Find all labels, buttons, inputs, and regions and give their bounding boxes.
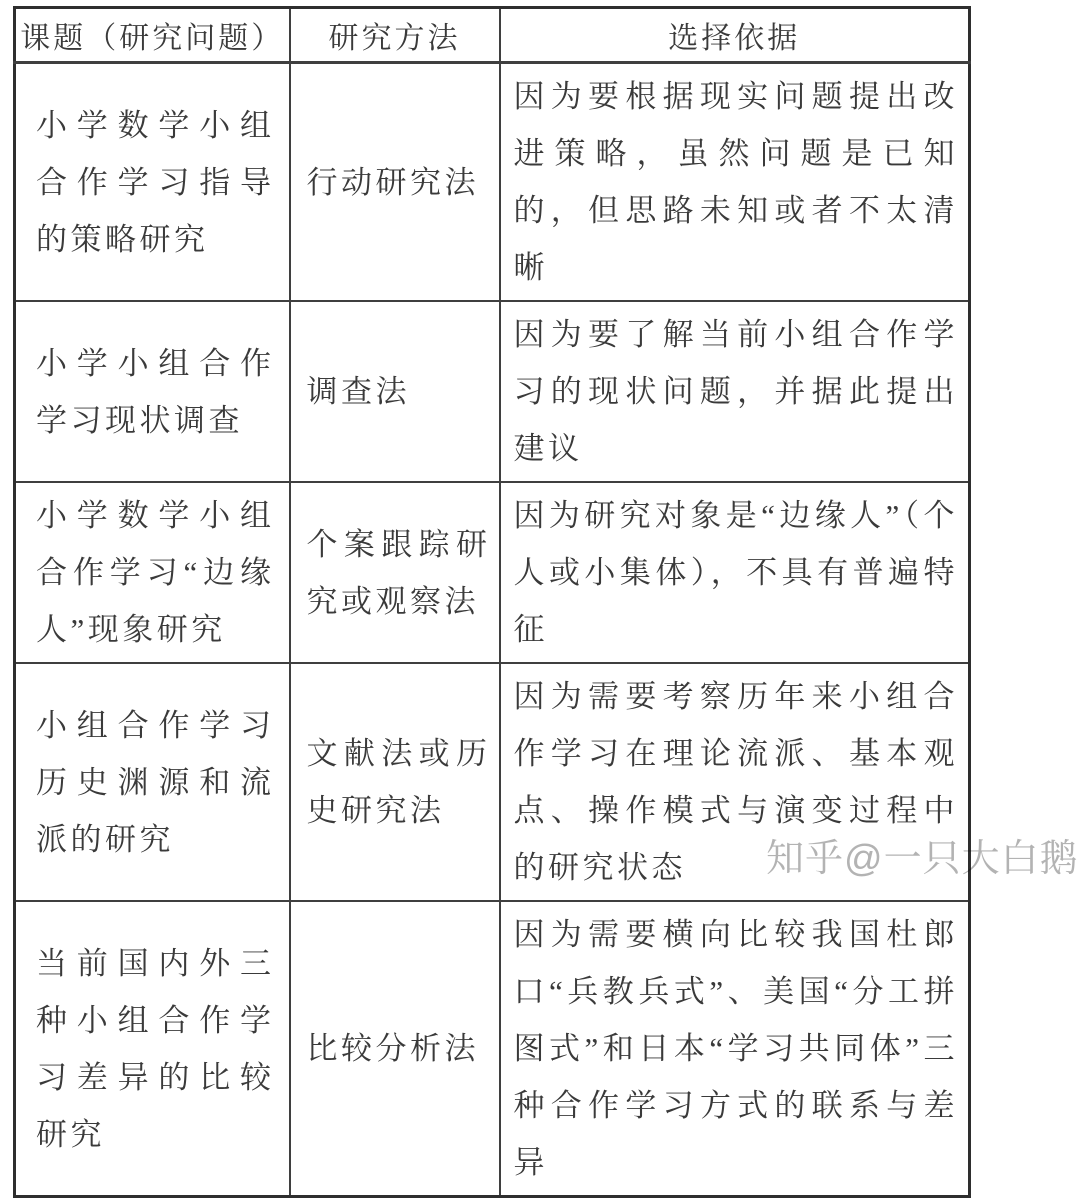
column-header-method: 研究方法 — [290, 8, 500, 63]
cell-topic: 小组合作学习历史渊源和流派的研究 — [15, 663, 290, 901]
table-row — [15, 901, 970, 1197]
cell-method: 调查法 — [290, 301, 500, 482]
table-row — [15, 482, 970, 663]
zhihu-watermark: 知乎@一只大白鹅 — [766, 838, 1079, 880]
cell-method: 行动研究法 — [290, 63, 500, 302]
table-row — [15, 301, 970, 482]
cell-basis: 因为要根据现实问题提出改进策略，虽然问题是已知的，但思路未知或者不太清晰 — [500, 63, 970, 302]
cell-method: 文献法或历史研究法 — [290, 663, 500, 901]
table-header-row — [15, 8, 970, 63]
cell-basis: 因为需要考察历年来小组合作学习在理论流派、基本观点、操作模式与演变过程中的研究状态 — [500, 663, 970, 901]
cell-topic: 小学数学小组合作学习指导的策略研究 — [15, 63, 290, 302]
cell-basis: 因为需要横向比较我国杜郎口“兵教兵式”、美国“分工拼图式”和日本“学习共同体”三种合作学习方式的联系与差异 — [500, 901, 970, 1197]
table-row — [15, 63, 970, 302]
cell-topic: 当前国内外三种小组合作学习差异的比较研究 — [15, 901, 290, 1197]
cell-method: 比较分析法 — [290, 901, 500, 1197]
cell-basis: 因为研究对象是“边缘人”（个人或小集体），不具有普遍特征 — [500, 482, 970, 663]
research-methods-table — [13, 6, 971, 1198]
column-header-topic: 课题（研究问题） — [15, 8, 290, 63]
table-row — [15, 663, 970, 901]
cell-method: 个案跟踪研究或观察法 — [290, 482, 500, 663]
cell-topic: 小学小组合作学习现状调查 — [15, 301, 290, 482]
cell-topic: 小学数学小组合作学习“边缘人”现象研究 — [15, 482, 290, 663]
column-header-basis: 选择依据 — [500, 8, 970, 63]
cell-basis: 因为要了解当前小组合作学习的现状问题，并据此提出建议 — [500, 301, 970, 482]
